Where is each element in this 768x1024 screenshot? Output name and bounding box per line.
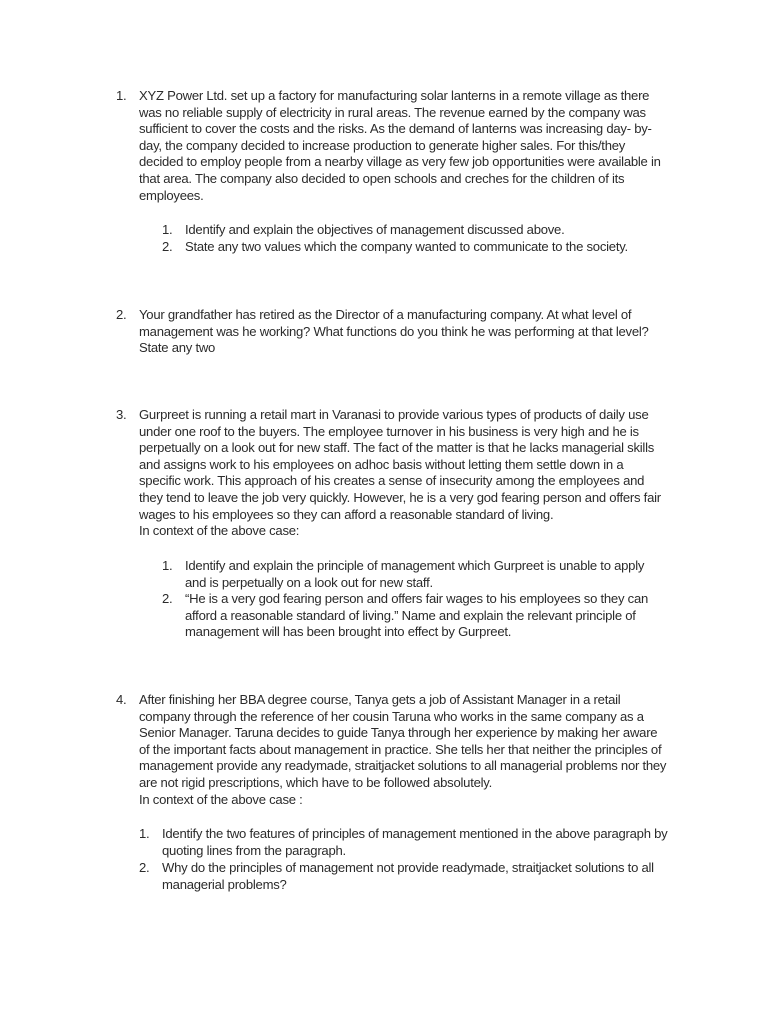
sub-question-text	[162, 860, 654, 893]
text-line: that area. The company also decided to open schools and creches for the children of its	[139, 170, 625, 186]
question-text	[139, 407, 679, 540]
text-line: employees.	[139, 187, 204, 203]
text-line: Identify and explain the objectives of management discussed above.	[185, 222, 565, 237]
text-line: Gurpreet is running a retail mart in Varanasi to provide various types of products of daily use	[139, 407, 649, 422]
text-line: of the important facts about management in practice. She tells her that neither the principles of	[139, 741, 662, 757]
text-line: In context of the above case :	[139, 791, 303, 807]
text-line: wages to his employees so they can afford a reasonable standard of living.	[139, 506, 554, 522]
sub-question-number: 1.	[162, 222, 173, 237]
text-line: and is perpetually on a look out for new staff.	[185, 574, 433, 590]
question-text	[139, 307, 679, 357]
text-line: specific work. This approach of his creates a sense of insecurity among the employees and	[139, 473, 645, 489]
text-line: perpetually on a look out for new staff. The fact of the matter is that he lacks managerial skills	[139, 440, 655, 456]
text-line: day, the company decided to increase production to generate higher sales. For this/they	[139, 137, 626, 153]
text-line: under one roof to the buyers. The employee turnover in his business is very high and he is	[139, 423, 639, 439]
text-line: afford a reasonable standard of living.” Name and explain the relevant principle of	[185, 607, 636, 623]
text-line: Identify the two features of principles of management mentioned in the above paragraph by	[162, 826, 668, 841]
sub-question-text	[185, 222, 564, 239]
text-line: In context of the above case:	[139, 523, 300, 539]
sub-question-number: 1.	[139, 826, 150, 841]
question-number: 4.	[116, 692, 127, 707]
text-line: State any two	[139, 340, 216, 356]
sub-question-text	[185, 558, 644, 591]
text-line: management will has been brought into effect by Gurpreet.	[185, 624, 512, 640]
sub-question-text	[185, 239, 628, 256]
text-line: they tend to leave the job very quickly. However, he is a very god fearing person and offers fair	[139, 489, 661, 505]
question-text	[139, 692, 679, 808]
text-line: “He is a very god fearing person and offers fair wages to his employees so they can	[185, 591, 649, 606]
text-line: After finishing her BBA degree course, Tanya gets a job of Assistant Manager in a retail	[139, 692, 621, 707]
question-number: 3.	[116, 407, 127, 422]
text-line: management was he working? What functions do you think he was performing at that level?	[139, 323, 649, 339]
sub-question-number: 2.	[162, 591, 173, 606]
text-line: decided to employ people from a nearby village as very few job opportunities were available in	[139, 154, 661, 170]
text-line: Senior Manager. Taruna decides to guide Tanya through her experience by making her aware	[139, 725, 658, 741]
text-line: XYZ Power Ltd. set up a factory for manufacturing solar lanterns in a remote village as there	[139, 88, 650, 103]
text-line: quoting lines from the paragraph.	[162, 842, 346, 858]
sub-question-text	[185, 591, 648, 641]
question-number: 1.	[116, 88, 127, 103]
text-line: and assigns work to his employees on adhoc basis without letting them settle down in a	[139, 456, 624, 472]
text-line: are not rigid prescriptions, which have to be followed absolutely.	[139, 774, 492, 790]
text-line: Your grandfather has retired as the Director of a manufacturing company. At what level of	[139, 307, 632, 322]
sub-question-number: 2.	[162, 239, 173, 254]
text-line: company through the reference of her cousin Taruna who works in the same company as a	[139, 708, 644, 724]
sub-question-text	[162, 826, 667, 859]
text-line: was no reliable supply of electricity in rural areas. The revenue earned by the company was	[139, 104, 646, 120]
text-line: Why do the principles of management not provide readymade, straitjacket solutions to all	[162, 860, 654, 875]
sub-question-number: 2.	[139, 860, 150, 875]
text-line: managerial problems?	[162, 876, 287, 892]
sub-question-number: 1.	[162, 558, 173, 573]
text-line: management provide any readymade, straitjacket solutions to all managerial problems nor they	[139, 758, 667, 774]
question-text	[139, 88, 679, 204]
text-line: sufficient to cover the costs and the risks. As the demand of lanterns was increasing day- by-	[139, 121, 652, 137]
text-line: State any two values which the company wanted to communicate to the society.	[185, 239, 628, 254]
question-number: 2.	[116, 307, 127, 322]
text-line: Identify and explain the principle of management which Gurpreet is unable to apply	[185, 558, 645, 573]
